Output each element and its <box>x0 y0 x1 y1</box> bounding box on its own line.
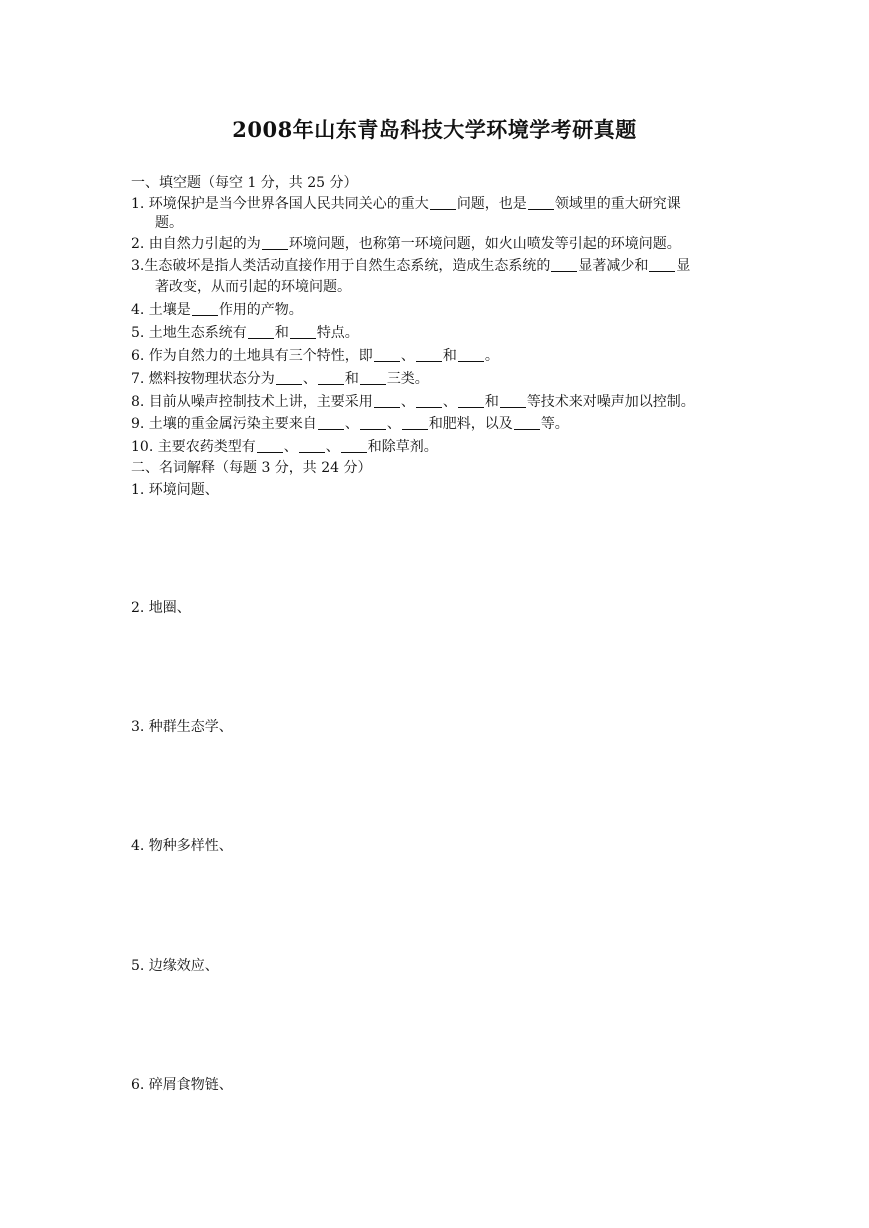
answer-blank <box>551 257 577 272</box>
answer-blank <box>416 393 442 408</box>
term-item-2: 2. 地圈、 <box>131 600 191 616</box>
question-10: 10. 主要农药类型有 、 、 和除草剂。 <box>131 439 438 455</box>
term-item-5: 5. 边缘效应、 <box>131 958 219 974</box>
term-item-6: 6. 碎屑食物链、 <box>131 1077 233 1093</box>
document-title: 2008年山东青岛科技大学环境学考研真题 <box>232 117 637 142</box>
answer-blank <box>257 438 283 453</box>
term-item-1: 1. 环境问题、 <box>131 482 219 498</box>
question-1-continued: 题。 <box>155 215 183 231</box>
question-9: 9. 土壤的重金属污染主要来自 、 、 和肥料，以及 等。 <box>131 416 569 432</box>
answer-blank <box>458 347 484 362</box>
answer-blank <box>514 415 540 430</box>
answer-blank <box>276 370 302 385</box>
question-1: 1. 环境保护是当今世界各国人民共同关心的重大 问题，也是 领域里的重大研究课 <box>131 196 681 212</box>
answer-blank <box>402 415 428 430</box>
answer-blank <box>500 393 526 408</box>
term-item-4: 4. 物种多样性、 <box>131 838 233 854</box>
question-4: 4. 土壤是 作用的产物。 <box>131 302 303 318</box>
answer-blank <box>290 324 316 339</box>
section1-heading: 一、填空题（每空 1 分，共 25 分） <box>131 175 358 191</box>
question-6: 6. 作为自然力的土地具有三个特性，即 、 和 。 <box>131 348 499 364</box>
answer-blank <box>374 393 400 408</box>
answer-blank <box>430 195 456 210</box>
answer-blank <box>248 324 274 339</box>
answer-blank <box>528 195 554 210</box>
question-8: 8. 目前从噪声控制技术上讲，主要采用 、 、 和 等技术来对噪声加以控制。 <box>131 394 695 410</box>
question-3: 3.生态破坏是指人类活动直接作用于自然生态系统，造成生态系统的 显著减少和 显 <box>131 258 691 274</box>
answer-blank <box>360 370 386 385</box>
answer-blank <box>318 370 344 385</box>
answer-blank <box>374 347 400 362</box>
term-item-3: 3. 种群生态学、 <box>131 719 233 735</box>
answer-blank <box>299 438 325 453</box>
answer-blank <box>262 235 288 250</box>
answer-blank <box>416 347 442 362</box>
question-2: 2. 由自然力引起的为 环境问题，也称第一环境问题，如火山喷发等引起的环境问题。 <box>131 236 681 252</box>
question-3-continued: 著改变，从而引起的环境问题。 <box>155 279 351 295</box>
answer-blank <box>649 257 675 272</box>
question-5: 5. 土地生态系统有 和 特点。 <box>131 325 359 341</box>
answer-blank <box>458 393 484 408</box>
answer-blank <box>360 415 386 430</box>
question-7: 7. 燃料按物理状态分为 、 和 三类。 <box>131 371 429 387</box>
answer-blank <box>341 438 367 453</box>
section2-heading: 二、名词解释（每题 3 分，共 24 分） <box>131 460 372 476</box>
answer-blank <box>318 415 344 430</box>
answer-blank <box>192 301 218 316</box>
